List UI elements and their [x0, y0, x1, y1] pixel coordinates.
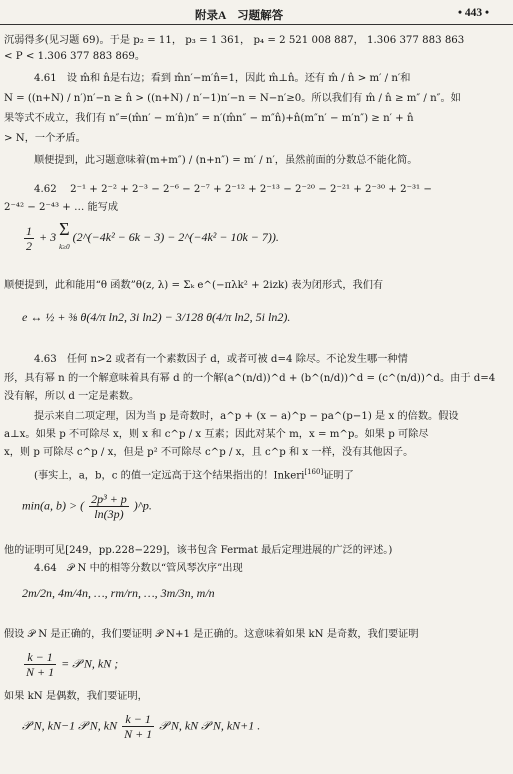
text-line: 他的证明可见[249，pp.228−229]，该书包含 Fermat 最后定理进展的广泛的评述。) — [4, 545, 393, 556]
exercise-4-64-start: 4.64 𝒫 N 中的相等分数以“管风琴次序”出现 — [34, 563, 243, 574]
text-line: 沉弱得多(见习题 69)。于是 p₂ = 11， p₃ = 1 361， p₄ = 2 521 008 887， 1.306 377 883 863 — [4, 35, 465, 46]
text-line: 如果 kN 是偶数，我们要证明， — [4, 691, 148, 702]
text-line: 顺便提到，此和能用“θ 函数”θ(z, λ) = Σₖ e^(−πλk² + 2izk) 表为闭形式，我们有 — [4, 280, 384, 291]
text-line: 2⁻⁴² − 2⁻⁴³ + … 能写成 — [4, 202, 119, 213]
text-line: 形，具有幂 n 的一个解意味着具有幂 d 的一个解(a^(n/d))^d + (b^(n/d))^d = (c^(n/d))^d。由于 d=4 — [4, 373, 496, 384]
text-line: > N，一个矛盾。 — [4, 133, 86, 144]
citation: [160] — [304, 468, 324, 476]
text-line: 假设 𝒫 N 是正确的，我们要证明 𝒫 N+1 是正确的。这意味着如果 kN 是奇数，我们要证明 — [4, 629, 419, 640]
text-line: 果等式不成立，我们有 n″=(m̂n′ − m′n̂)n″ = n′(m̂n″ − m″n̂)+n̂(m″n′ − m′n″) ≥ n′ + n̂ — [4, 113, 414, 124]
equation-series: $\frac{1}{2}$ + 3 Σ k≥0 (2^(−4k² − 6k − 3) − 2^(−4k² − 10k − 7)). — [26, 222, 279, 253]
text-line: a⊥x。如果 p 不可除尽 x，则 x 和 c^p / x 互素；因此对某个 m，x = m^p。如果 p 可除尽 — [4, 429, 429, 440]
chapter-title: 附录A 习题解答 — [195, 10, 284, 22]
equation-organ-pipe: 2m/2n, 4m/4n, …, rm/rn, …, 3m/3n, m/n — [22, 586, 215, 600]
page-number: • 443 • — [457, 7, 489, 19]
text-line: 没有解，所以 d 一定是素数。 — [4, 391, 140, 402]
text-line: 提示来自二项定理，因为当 p 是奇数时，a^p + (x − a)^p − pa^(p−1) 是 x 的倍数。假设 — [34, 411, 459, 422]
text-line: < P < 1.306 377 883 869。 — [4, 51, 146, 62]
fraction: $\frac{\text{2p³ + p}}{\ln(3p)}$ — [91, 492, 127, 521]
fraction: $\frac{k - 1}{N + 1}$ — [26, 650, 55, 679]
text-line: 顺便提到，此习题意味着(m+m″) / (n+n″) = m′ / n′，虽然前面的分数总不能化简。 — [34, 155, 418, 166]
fraction: $\frac{k - 1}{N + 1}$ — [124, 712, 153, 741]
text-line: x，则 p 可除尽 c^p / x，但是 p² 不可除尽 c^p / x，且 c^p 和 x 一样，没有其他因子。 — [4, 447, 414, 458]
running-header — [0, 0, 513, 25]
exercise-4-61-start: 4.61 设 m̂和 n̂是右边；看到 m̂n′−m′n̂=1，因此 m̂⊥n̂。还有 m̂ / n̂ > m′ / n′和 — [34, 73, 411, 84]
equation-even-case: 𝒫 N, kN−1 𝒫 N, kN $\frac{k - 1}{N + 1}$ 𝒫 N, kN 𝒫 N, kN+1 . — [22, 712, 261, 741]
exercise-4-63-start: 4.63 任何 n>2 或者有一个素数因子 d，或者可被 d=4 除尽。不论发生哪一种情 — [34, 354, 408, 365]
text-line: N = ((n+N) / n′)n′−n ≥ n̂ > ((n+N) / n′−1)n′−n = N−n′≥0。所以我们有 m̂ / n̂ ≥ m″ / n″。如 — [4, 93, 461, 104]
equation-min: min(a, b) > ( $\frac{\text{2p³ + p}}{\ln(3p)}$ )^p. — [22, 492, 152, 521]
exercise-4-62-start: 4.62 2⁻¹ + 2⁻² + 2⁻³ − 2⁻⁶ − 2⁻⁷ + 2⁻¹² + 2⁻¹³ − 2⁻²⁰ − 2⁻²¹ + 2⁻³⁰ + 2⁻³¹ − — [34, 184, 432, 195]
equation-odd-case: $\frac{k - 1}{N + 1}$ = 𝒫 N, kN ; — [26, 650, 119, 679]
text-line: (事实上，a，b，c 的值一定远高于这个结果指出的！Inkeri[160]证明了 — [34, 468, 354, 482]
equation-theta: e ↔ ½ + ⅜ θ(4/π ln2, 3i ln2) − 3/128 θ(4/π ln2, 5i ln2). — [22, 310, 291, 324]
fraction: $\frac{1}{2}$ — [26, 223, 32, 253]
